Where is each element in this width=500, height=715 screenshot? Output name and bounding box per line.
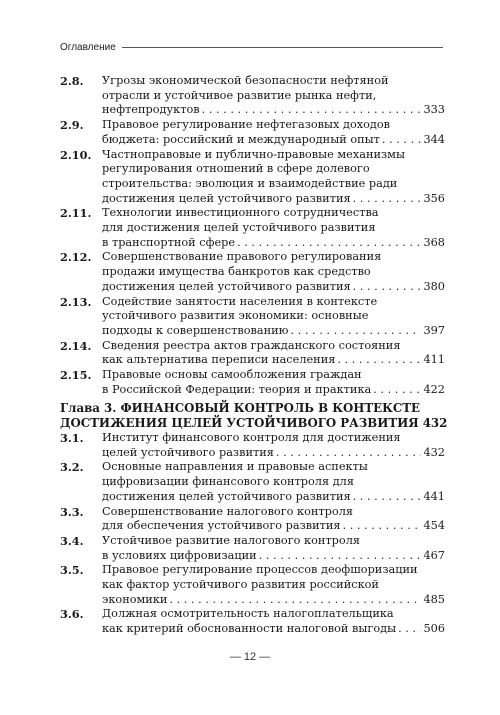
toc-entry-number: 3.1.: [60, 431, 84, 445]
toc-entry-number: 2.12.: [60, 250, 92, 265]
toc-entry-number: 2.8.: [60, 74, 84, 88]
leader-dots: [353, 280, 422, 295]
toc-entry-text-line: строительства: эволюция и взаимодействие ради: [102, 176, 398, 190]
running-header: [60, 42, 443, 53]
toc-chapter-list: [60, 431, 445, 637]
leader-dots: [353, 192, 422, 207]
leader-dots: [169, 593, 421, 608]
chapter-page-number: 432: [422, 416, 448, 430]
toc-entry-page-number: 380: [423, 279, 445, 293]
toc-entry-page-number: 411: [423, 353, 445, 367]
toc-entry-text-line: Правовое регулирование процессов деофшоризации: [102, 563, 418, 577]
toc-entry-text-line: Технологии инвестиционного сотрудничества: [102, 206, 379, 220]
toc-entry[interactable]: [60, 148, 445, 207]
toc-section-list: [60, 74, 445, 397]
toc-entry-text-line: бюджета: российский и международный опыт: [102, 132, 380, 146]
toc-entry-number: 2.15.: [60, 368, 92, 383]
toc-entry-number: 2.11.: [60, 206, 92, 221]
toc-entry-text-line: Правовые основы самообложения граждан: [102, 368, 362, 382]
toc-entry-text-line: цифровизации финансового контроля для: [102, 475, 354, 489]
toc-entry-text-line: достижения целей устойчивого развития: [102, 279, 351, 293]
toc-entry-page-number: 432: [423, 445, 445, 459]
leader-dots: [373, 383, 421, 398]
leader-dots: [202, 103, 422, 118]
toc-entry-text-line: продажи имущества банкротов как средство: [102, 265, 371, 279]
toc-entry-text-line: достижения целей устойчивого развития: [102, 489, 351, 503]
toc-entry-text-line: Частноправовые и публично-правовые механизмы: [102, 147, 405, 161]
toc-entry-page-number: 368: [423, 235, 445, 249]
toc-entry[interactable]: [60, 563, 445, 607]
toc-entry[interactable]: [60, 534, 445, 563]
toc-entry-text-line: отрасли и устойчивое развитие рынка нефти,: [102, 88, 377, 102]
toc-entry-page-number: 467: [423, 548, 445, 562]
toc-entry-page-number: 441: [423, 489, 445, 503]
toc-entry-text-line: в условиях цифровизации: [102, 548, 257, 562]
toc-entry-page-number: 397: [423, 323, 445, 337]
chapter-title-line-2: ДОСТИЖЕНИЯ ЦЕЛЕЙ УСТОЙЧИВОГО РАЗВИТИЯ: [60, 416, 419, 430]
toc-entry-text-line: в Российской Федерации: теория и практика: [102, 382, 372, 396]
toc-entry-text-line: достижения целей устойчивого развития: [102, 191, 351, 205]
toc-entry-text-line: подходы к совершенствованию: [102, 323, 289, 337]
chapter-title-line-1: Глава 3. ФИНАНСОВЫЙ КОНТРОЛЬ В КОНТЕКСТЕ: [60, 401, 421, 415]
toc-entry-number: 3.3.: [60, 504, 84, 519]
leader-dots: [382, 133, 422, 148]
toc-entry-text-line: Основные направления и правовые аспекты: [102, 460, 368, 474]
toc-entry-number: 2.13.: [60, 294, 92, 309]
toc-entry-number: 2.9.: [60, 118, 84, 133]
toc-entry-text-line: Сведения реестра актов гражданского состояния: [102, 338, 401, 352]
toc-entry[interactable]: [60, 118, 445, 147]
toc-entry[interactable]: [60, 505, 445, 534]
toc-entry-text-line: Устойчивое развитие налогового контроля: [102, 533, 360, 547]
toc-entry-text-line: целей устойчивого развития: [102, 445, 274, 459]
running-header-title: Оглавление: [60, 42, 116, 53]
toc-entry-number: 2.14.: [60, 338, 92, 353]
toc-entry-page-number: 333: [423, 103, 445, 117]
toc-entry-text-line: Должная осмотрительность налогоплательщика: [102, 607, 394, 621]
toc-entry-text-line: Совершенствование налогового контроля: [102, 504, 354, 518]
toc-entry-page-number: 422: [423, 382, 445, 396]
toc-entry-text-line: устойчивого развития экономики: основные: [102, 309, 369, 323]
toc-entry[interactable]: [60, 339, 445, 368]
toc-entry[interactable]: [60, 295, 445, 339]
toc-entry-number: 3.2.: [60, 460, 84, 475]
leader-dots: [259, 549, 422, 564]
toc-entry[interactable]: [60, 431, 445, 460]
page-footer: — 12 —: [229, 651, 271, 663]
toc-entry-text-line: как альтернатива переписи населения: [102, 353, 336, 367]
leader-dots: [237, 236, 421, 251]
toc-entry[interactable]: [60, 74, 445, 118]
toc-entry-page-number: 485: [423, 592, 445, 606]
toc-entry-number: 3.4.: [60, 533, 84, 548]
toc-entry-page-number: 506: [423, 622, 445, 636]
header-rule: [122, 47, 443, 48]
toc-entry-number: 3.6.: [60, 607, 84, 622]
toc-entry-number: 2.10.: [60, 147, 92, 162]
leader-dots: [337, 353, 421, 368]
toc-entry-page-number: 356: [423, 191, 445, 205]
toc-entry-text-line: Правовое регулирование нефтегазовых доходов: [102, 118, 391, 132]
toc-entry[interactable]: [60, 607, 445, 636]
leader-dots: [398, 622, 421, 637]
toc-entry-text-line: как критерий обоснованности налоговой выгоды: [102, 622, 397, 636]
toc-entry-text-line: регулирования отношений в сфере долевого: [102, 162, 370, 176]
toc-entry-text-line: для обеспечения устойчивого развития: [102, 519, 341, 533]
leader-dots: [353, 490, 422, 505]
toc-entry-number: 3.5.: [60, 563, 84, 578]
toc-entry[interactable]: [60, 368, 445, 397]
leader-dots: [343, 519, 422, 534]
toc-entry[interactable]: [60, 460, 445, 504]
toc-entry[interactable]: [60, 206, 445, 250]
toc-entry-page-number: 344: [423, 132, 445, 146]
toc-entry[interactable]: [60, 250, 445, 294]
toc-entry-text-line: Совершенствование правового регулирования: [102, 250, 382, 264]
chapter-heading[interactable]: [60, 401, 448, 431]
toc-entry-text-line: нефтепродуктов: [102, 103, 200, 117]
toc-entry-text-line: в транспортной сфере: [102, 235, 236, 249]
toc-entry-text-line: для достижения целей устойчивого развития: [102, 221, 376, 235]
toc-entry-text-line: Угрозы экономической безопасности нефтяной: [102, 74, 389, 87]
leader-dots: [276, 446, 422, 461]
toc-entry-text-line: Содействие занятости населения в контексте: [102, 294, 378, 308]
leader-dots: [291, 324, 422, 339]
toc-entry-page-number: 454: [423, 519, 445, 533]
toc-entry-text-line: Институт финансового контроля для достижения: [102, 431, 401, 444]
toc-entry-text-line: как фактор устойчивого развития российской: [102, 578, 379, 592]
toc-entry-text-line: экономики: [102, 592, 168, 606]
